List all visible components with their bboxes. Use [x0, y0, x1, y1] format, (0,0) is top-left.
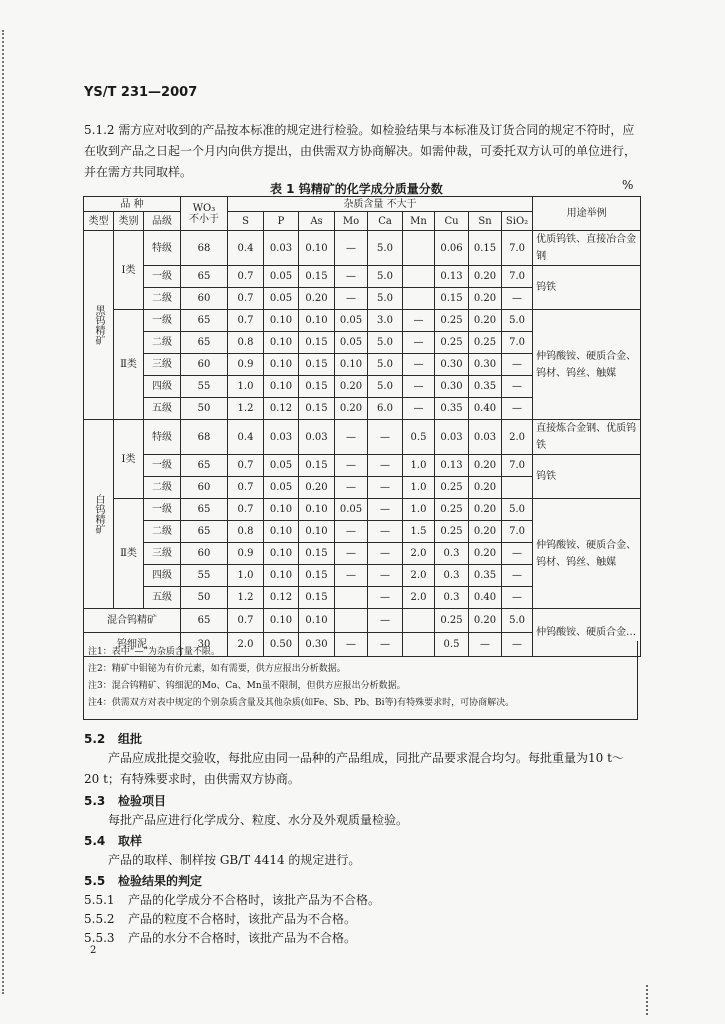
value-cell: 2.0	[403, 543, 435, 565]
el-p: P	[264, 212, 299, 231]
value-cell: 0.8	[228, 521, 264, 543]
value-cell: 1.0	[228, 565, 264, 587]
value-cell: 5.0	[502, 499, 533, 521]
value-cell: 0.20	[469, 288, 502, 310]
value-cell: 0.9	[228, 543, 264, 565]
section-5-4	[84, 832, 644, 849]
value-cell: 0.50	[264, 633, 299, 657]
value-cell: 60	[181, 477, 228, 499]
value-cell: 0.20	[469, 543, 502, 565]
section-5-3-text: 每批产品应进行化学成分、粒度、水分及外观质量检验。	[108, 813, 409, 827]
impurity-header: 杂质含量 不大于	[228, 197, 533, 212]
grade-cell: 四级	[144, 565, 181, 587]
grade-cell: 三级	[144, 543, 181, 565]
use-white-special: 直接炼合金钢、优质钨铁	[533, 420, 641, 455]
value-cell: —	[368, 633, 403, 657]
section-number: 5.4	[84, 834, 106, 848]
value-cell: 7.0	[502, 332, 533, 354]
el-sio2: SiO₂	[502, 212, 533, 231]
value-cell: —	[502, 587, 533, 609]
value-cell: 0.15	[299, 587, 335, 609]
value-cell: 0.35	[469, 376, 502, 398]
value-cell: 0.20	[469, 266, 502, 288]
value-cell: 1.0	[228, 376, 264, 398]
value-cell: 50	[181, 587, 228, 609]
value-cell: 0.15	[299, 376, 335, 398]
table-row	[84, 609, 641, 633]
el-mo: Mo	[335, 212, 368, 231]
value-cell: 0.10	[264, 543, 299, 565]
value-cell: 1.2	[228, 587, 264, 609]
value-cell	[335, 609, 368, 633]
value-cell: 0.15	[299, 398, 335, 420]
value-cell: —	[368, 499, 403, 521]
value-cell: —	[368, 609, 403, 633]
value-cell: 0.10	[264, 565, 299, 587]
section-number: 5.5	[84, 874, 106, 888]
section-5-3	[84, 792, 644, 809]
value-cell: 0.05	[264, 455, 299, 477]
value-cell: 5.0	[368, 376, 403, 398]
value-cell: 7.0	[502, 521, 533, 543]
variety-header: 品 种	[84, 197, 181, 212]
section-number: 5.5.3	[84, 931, 115, 945]
section-5-4-text: 产品的取样、制样按 GB/T 4414 的规定进行。	[108, 853, 361, 867]
value-cell: 0.15	[299, 455, 335, 477]
value-cell: 0.05	[264, 477, 299, 499]
value-cell: 5.0	[368, 354, 403, 376]
value-cell: 0.03	[299, 420, 335, 455]
value-cell: 0.8	[228, 332, 264, 354]
value-cell: 0.25	[435, 521, 469, 543]
value-cell: 0.5	[435, 633, 469, 657]
value-cell: 0.15	[435, 288, 469, 310]
section-number: 5.3	[84, 794, 106, 808]
value-cell: 0.15	[299, 332, 335, 354]
value-cell	[335, 587, 368, 609]
standard-header: YS/T 231—2007	[84, 85, 198, 100]
value-cell: —	[368, 587, 403, 609]
value-cell: 60	[181, 543, 228, 565]
value-cell: 0.25	[469, 332, 502, 354]
value-cell: 0.10	[264, 332, 299, 354]
el-mn: Mn	[403, 212, 435, 231]
value-cell: 1.2	[228, 398, 264, 420]
section-5-2-text: 产品应成批提交验收，每批应由同一品种的产品组成，同批产品要求混合均匀。每批重量为10 t～20 t；有特殊要求时，由供需双方协商。	[84, 751, 624, 786]
value-cell: 65	[181, 455, 228, 477]
value-cell: 0.20	[299, 477, 335, 499]
value-cell: 0.10	[299, 310, 335, 332]
value-cell: 0.10	[264, 499, 299, 521]
value-cell: 0.15	[299, 543, 335, 565]
value-cell	[403, 609, 435, 633]
value-cell: —	[335, 477, 368, 499]
value-cell: 65	[181, 521, 228, 543]
type-black: 黑钨精矿	[84, 231, 114, 420]
value-cell: 0.20	[335, 376, 368, 398]
el-cu: Cu	[435, 212, 469, 231]
grade-cell: 一级	[144, 455, 181, 477]
value-cell: —	[335, 521, 368, 543]
value-cell: 0.05	[335, 499, 368, 521]
value-cell: 0.30	[435, 376, 469, 398]
class-header: 类别	[114, 212, 144, 231]
value-cell: 0.9	[228, 354, 264, 376]
scan-edge-mark	[2, 30, 8, 994]
value-cell: 0.10	[335, 354, 368, 376]
wo3-min-label: 不小于	[189, 213, 219, 225]
section-text: 产品的化学成分不合格时，该批产品为不合格。	[128, 893, 381, 907]
value-cell: —	[502, 633, 533, 657]
value-cell: 0.3	[435, 543, 469, 565]
clause-5-1-2: 5.1.2 需方应对收到的产品按本标准的规定进行检验。如检验结果与本标准及订货合同的规定不符时，应在收到产品之日起一个月内向供方提出，由供需双方协商解决。如需仲裁，可委托双方认可的单位进行，并在需方共同取样。	[84, 123, 637, 179]
value-cell: —	[403, 332, 435, 354]
grade-cell: 二级	[144, 477, 181, 499]
value-cell: 65	[181, 332, 228, 354]
value-cell: 0.05	[264, 288, 299, 310]
value-cell: —	[335, 565, 368, 587]
value-cell: 6.0	[368, 398, 403, 420]
section-title: 检验项目	[118, 794, 167, 808]
section-number: 5.5.2	[84, 912, 115, 926]
value-cell: —	[368, 455, 403, 477]
value-cell: —	[335, 543, 368, 565]
value-cell: 68	[181, 231, 228, 266]
table-caption: 表 1 钨精矿的化学成分质量分数	[270, 182, 443, 196]
value-cell: 65	[181, 266, 228, 288]
value-cell: 0.20	[469, 477, 502, 499]
value-cell: 0.7	[228, 288, 264, 310]
value-cell: 0.10	[264, 609, 299, 633]
value-cell: 0.05	[335, 332, 368, 354]
value-cell: —	[502, 376, 533, 398]
value-cell: 0.12	[264, 398, 299, 420]
value-cell: 30	[181, 633, 228, 657]
value-cell: 0.20	[469, 499, 502, 521]
value-cell: 0.10	[299, 499, 335, 521]
table-row	[84, 231, 641, 266]
value-cell: 0.7	[228, 609, 264, 633]
use-black-special: 优质钨铁、直接冶合金钢	[533, 231, 641, 266]
value-cell: 0.20	[335, 398, 368, 420]
value-cell: 0.4	[228, 231, 264, 266]
value-cell: 60	[181, 354, 228, 376]
note-2: 注2：精矿中钼铋为有价元素，如有需要，供方应报出分析数据。	[88, 664, 346, 674]
value-cell: 0.10	[264, 310, 299, 332]
mixed-name: 混合钨精矿	[84, 609, 181, 633]
grade-cell: 四级	[144, 376, 181, 398]
value-cell: 0.4	[228, 420, 264, 455]
el-sn: Sn	[469, 212, 502, 231]
value-cell: 0.3	[435, 565, 469, 587]
value-cell: 0.10	[299, 609, 335, 633]
value-cell: 7.0	[502, 266, 533, 288]
value-cell: —	[335, 420, 368, 455]
value-cell: 55	[181, 376, 228, 398]
grade-cell: 二级	[144, 521, 181, 543]
value-cell	[403, 266, 435, 288]
value-cell: 0.7	[228, 266, 264, 288]
table-row	[84, 499, 641, 521]
note-4: 注4：供需双方对表中规定的个别杂质含量及其他杂质(如Fe、Sb、Pb、Bi等)有特殊要求时，可协商解决。	[88, 698, 515, 708]
el-ca: Ca	[368, 212, 403, 231]
value-cell: 0.03	[469, 420, 502, 455]
section-number: 5.5.1	[84, 893, 115, 907]
value-cell: 0.03	[264, 420, 299, 455]
value-cell: 55	[181, 565, 228, 587]
value-cell: 0.06	[435, 231, 469, 266]
section-5-5-2	[84, 910, 644, 927]
header-row-1	[84, 197, 641, 212]
value-cell: 2.0	[502, 420, 533, 455]
use-white-1: 钨铁	[533, 455, 641, 499]
section-5-2	[84, 730, 644, 747]
section-5-5-1	[84, 891, 644, 908]
section-text: 产品的水分不合格时，该批产品为不合格。	[128, 931, 357, 945]
value-cell: —	[368, 543, 403, 565]
value-cell: —	[403, 310, 435, 332]
scan-edge-mark	[646, 985, 652, 1015]
value-cell: 0.35	[469, 565, 502, 587]
value-cell: 1.0	[403, 499, 435, 521]
value-cell: 0.7	[228, 310, 264, 332]
value-cell	[403, 231, 435, 266]
value-cell: 0.20	[299, 288, 335, 310]
value-cell: —	[502, 543, 533, 565]
grade-cell: 三级	[144, 354, 181, 376]
value-cell: —	[502, 288, 533, 310]
grade-cell: 一级	[144, 310, 181, 332]
value-cell: 1.0	[403, 455, 435, 477]
value-cell: 7.0	[502, 455, 533, 477]
value-cell: 0.03	[264, 231, 299, 266]
type-white: 白钨精矿	[84, 420, 114, 609]
value-cell: 0.20	[469, 521, 502, 543]
table-notes	[83, 641, 638, 720]
use-black-2: 仲钨酸铵、硬质合金、钨材、钨丝、触媒	[533, 310, 641, 420]
section-number: 5.2	[84, 732, 106, 746]
value-cell: —	[502, 354, 533, 376]
value-cell: 0.30	[469, 354, 502, 376]
type-header: 类型	[84, 212, 114, 231]
section-text: 产品的粒度不合格时，该批产品为不合格。	[128, 912, 357, 926]
use-header: 用途举例	[533, 197, 641, 231]
value-cell: 0.3	[435, 587, 469, 609]
value-cell: 0.05	[335, 310, 368, 332]
value-cell: 0.7	[228, 477, 264, 499]
section-5-5	[84, 872, 644, 889]
value-cell: 5.0	[502, 609, 533, 633]
value-cell: —	[368, 565, 403, 587]
table-row	[84, 266, 641, 288]
wo3-header	[181, 197, 228, 231]
wo3-label: WO₃	[192, 202, 216, 214]
value-cell: 0.13	[435, 266, 469, 288]
value-cell: 0.12	[264, 587, 299, 609]
value-cell: 5.0	[368, 266, 403, 288]
value-cell: —	[403, 398, 435, 420]
grade-cell: 二级	[144, 288, 181, 310]
value-cell: —	[403, 354, 435, 376]
table-row	[84, 455, 641, 477]
value-cell: 0.10	[299, 231, 335, 266]
value-cell: 7.0	[502, 231, 533, 266]
value-cell: 0.40	[469, 587, 502, 609]
value-cell: 0.10	[299, 521, 335, 543]
value-cell: 0.25	[435, 477, 469, 499]
value-cell: 1.5	[403, 521, 435, 543]
class-black-1: Ⅰ类	[114, 231, 144, 310]
value-cell: 0.30	[435, 354, 469, 376]
value-cell: —	[469, 633, 502, 657]
grade-header: 品级	[144, 212, 181, 231]
value-cell: —	[368, 477, 403, 499]
section-title: 取样	[118, 834, 143, 848]
value-cell	[403, 288, 435, 310]
value-cell: 0.25	[435, 332, 469, 354]
value-cell: 2.0	[228, 633, 264, 657]
grade-cell: 一级	[144, 266, 181, 288]
value-cell	[502, 477, 533, 499]
grade-cell: 特级	[144, 420, 181, 455]
value-cell: —	[368, 420, 403, 455]
value-cell: 2.0	[403, 565, 435, 587]
value-cell: 0.10	[264, 376, 299, 398]
value-cell: 0.25	[435, 310, 469, 332]
use-white-2: 仲钨酸铵、硬质合金、钨材、钨丝、触媒	[533, 499, 641, 609]
slime-name: 钨细泥	[84, 633, 181, 657]
value-cell: 0.15	[299, 266, 335, 288]
class-white-1: Ⅰ类	[114, 420, 144, 499]
value-cell: 65	[181, 310, 228, 332]
value-cell: 0.40	[469, 398, 502, 420]
value-cell: 0.25	[435, 609, 469, 633]
value-cell: 0.13	[435, 455, 469, 477]
value-cell: —	[368, 521, 403, 543]
value-cell: —	[335, 633, 368, 657]
value-cell: 0.10	[264, 521, 299, 543]
value-cell: 0.5	[403, 420, 435, 455]
value-cell: 3.0	[368, 310, 403, 332]
value-cell: 0.20	[469, 310, 502, 332]
value-cell: —	[335, 266, 368, 288]
use-black-1: 钨铁	[533, 266, 641, 310]
value-cell: —	[335, 455, 368, 477]
value-cell: 0.15	[299, 565, 335, 587]
value-cell: 0.03	[435, 420, 469, 455]
grade-cell: 五级	[144, 398, 181, 420]
section-title: 组批	[118, 732, 143, 746]
value-cell: —	[403, 376, 435, 398]
grade-cell: 五级	[144, 587, 181, 609]
page-number: 2	[90, 945, 97, 956]
value-cell: 1.0	[403, 477, 435, 499]
value-cell: 65	[181, 499, 228, 521]
grade-cell: 一级	[144, 499, 181, 521]
value-cell: 0.15	[299, 354, 335, 376]
value-cell: 5.0	[368, 332, 403, 354]
value-cell: 68	[181, 420, 228, 455]
value-cell: —	[502, 398, 533, 420]
value-cell: 5.0	[502, 310, 533, 332]
value-cell: —	[335, 231, 368, 266]
section-title: 检验结果的判定	[118, 874, 203, 888]
value-cell: —	[502, 565, 533, 587]
grade-cell: 二级	[144, 332, 181, 354]
value-cell: 0.7	[228, 455, 264, 477]
note-1: 注1：表中“—”为杂质含量不限。	[88, 647, 220, 657]
table-row	[84, 310, 641, 332]
composition-table	[83, 196, 641, 657]
note-3: 注3：混合钨精矿、钨细泥的Mo、Ca、Mn虽不限制，但供方应报出分析数据。	[88, 681, 406, 691]
table-row	[84, 420, 641, 455]
value-cell: 50	[181, 398, 228, 420]
value-cell: 0.15	[469, 231, 502, 266]
use-mixed: 仲钨酸铵、硬质合金…	[533, 609, 641, 657]
value-cell: 0.7	[228, 499, 264, 521]
value-cell: 0.20	[469, 609, 502, 633]
grade-cell: 特级	[144, 231, 181, 266]
value-cell: 0.30	[299, 633, 335, 657]
el-s: S	[228, 212, 264, 231]
value-cell: 0.05	[264, 266, 299, 288]
value-cell: —	[335, 288, 368, 310]
value-cell: 60	[181, 288, 228, 310]
table-unit: %	[622, 178, 634, 192]
class-black-2: Ⅱ类	[114, 310, 144, 420]
section-5-5-3	[84, 929, 644, 946]
value-cell: 65	[181, 609, 228, 633]
value-cell: 5.0	[368, 231, 403, 266]
class-white-2: Ⅱ类	[114, 499, 144, 609]
value-cell: 0.10	[264, 354, 299, 376]
el-as: As	[299, 212, 335, 231]
value-cell: 0.20	[469, 455, 502, 477]
value-cell: 0.25	[435, 499, 469, 521]
value-cell: 0.35	[435, 398, 469, 420]
value-cell: 2.0	[403, 587, 435, 609]
value-cell: 5.0	[368, 288, 403, 310]
